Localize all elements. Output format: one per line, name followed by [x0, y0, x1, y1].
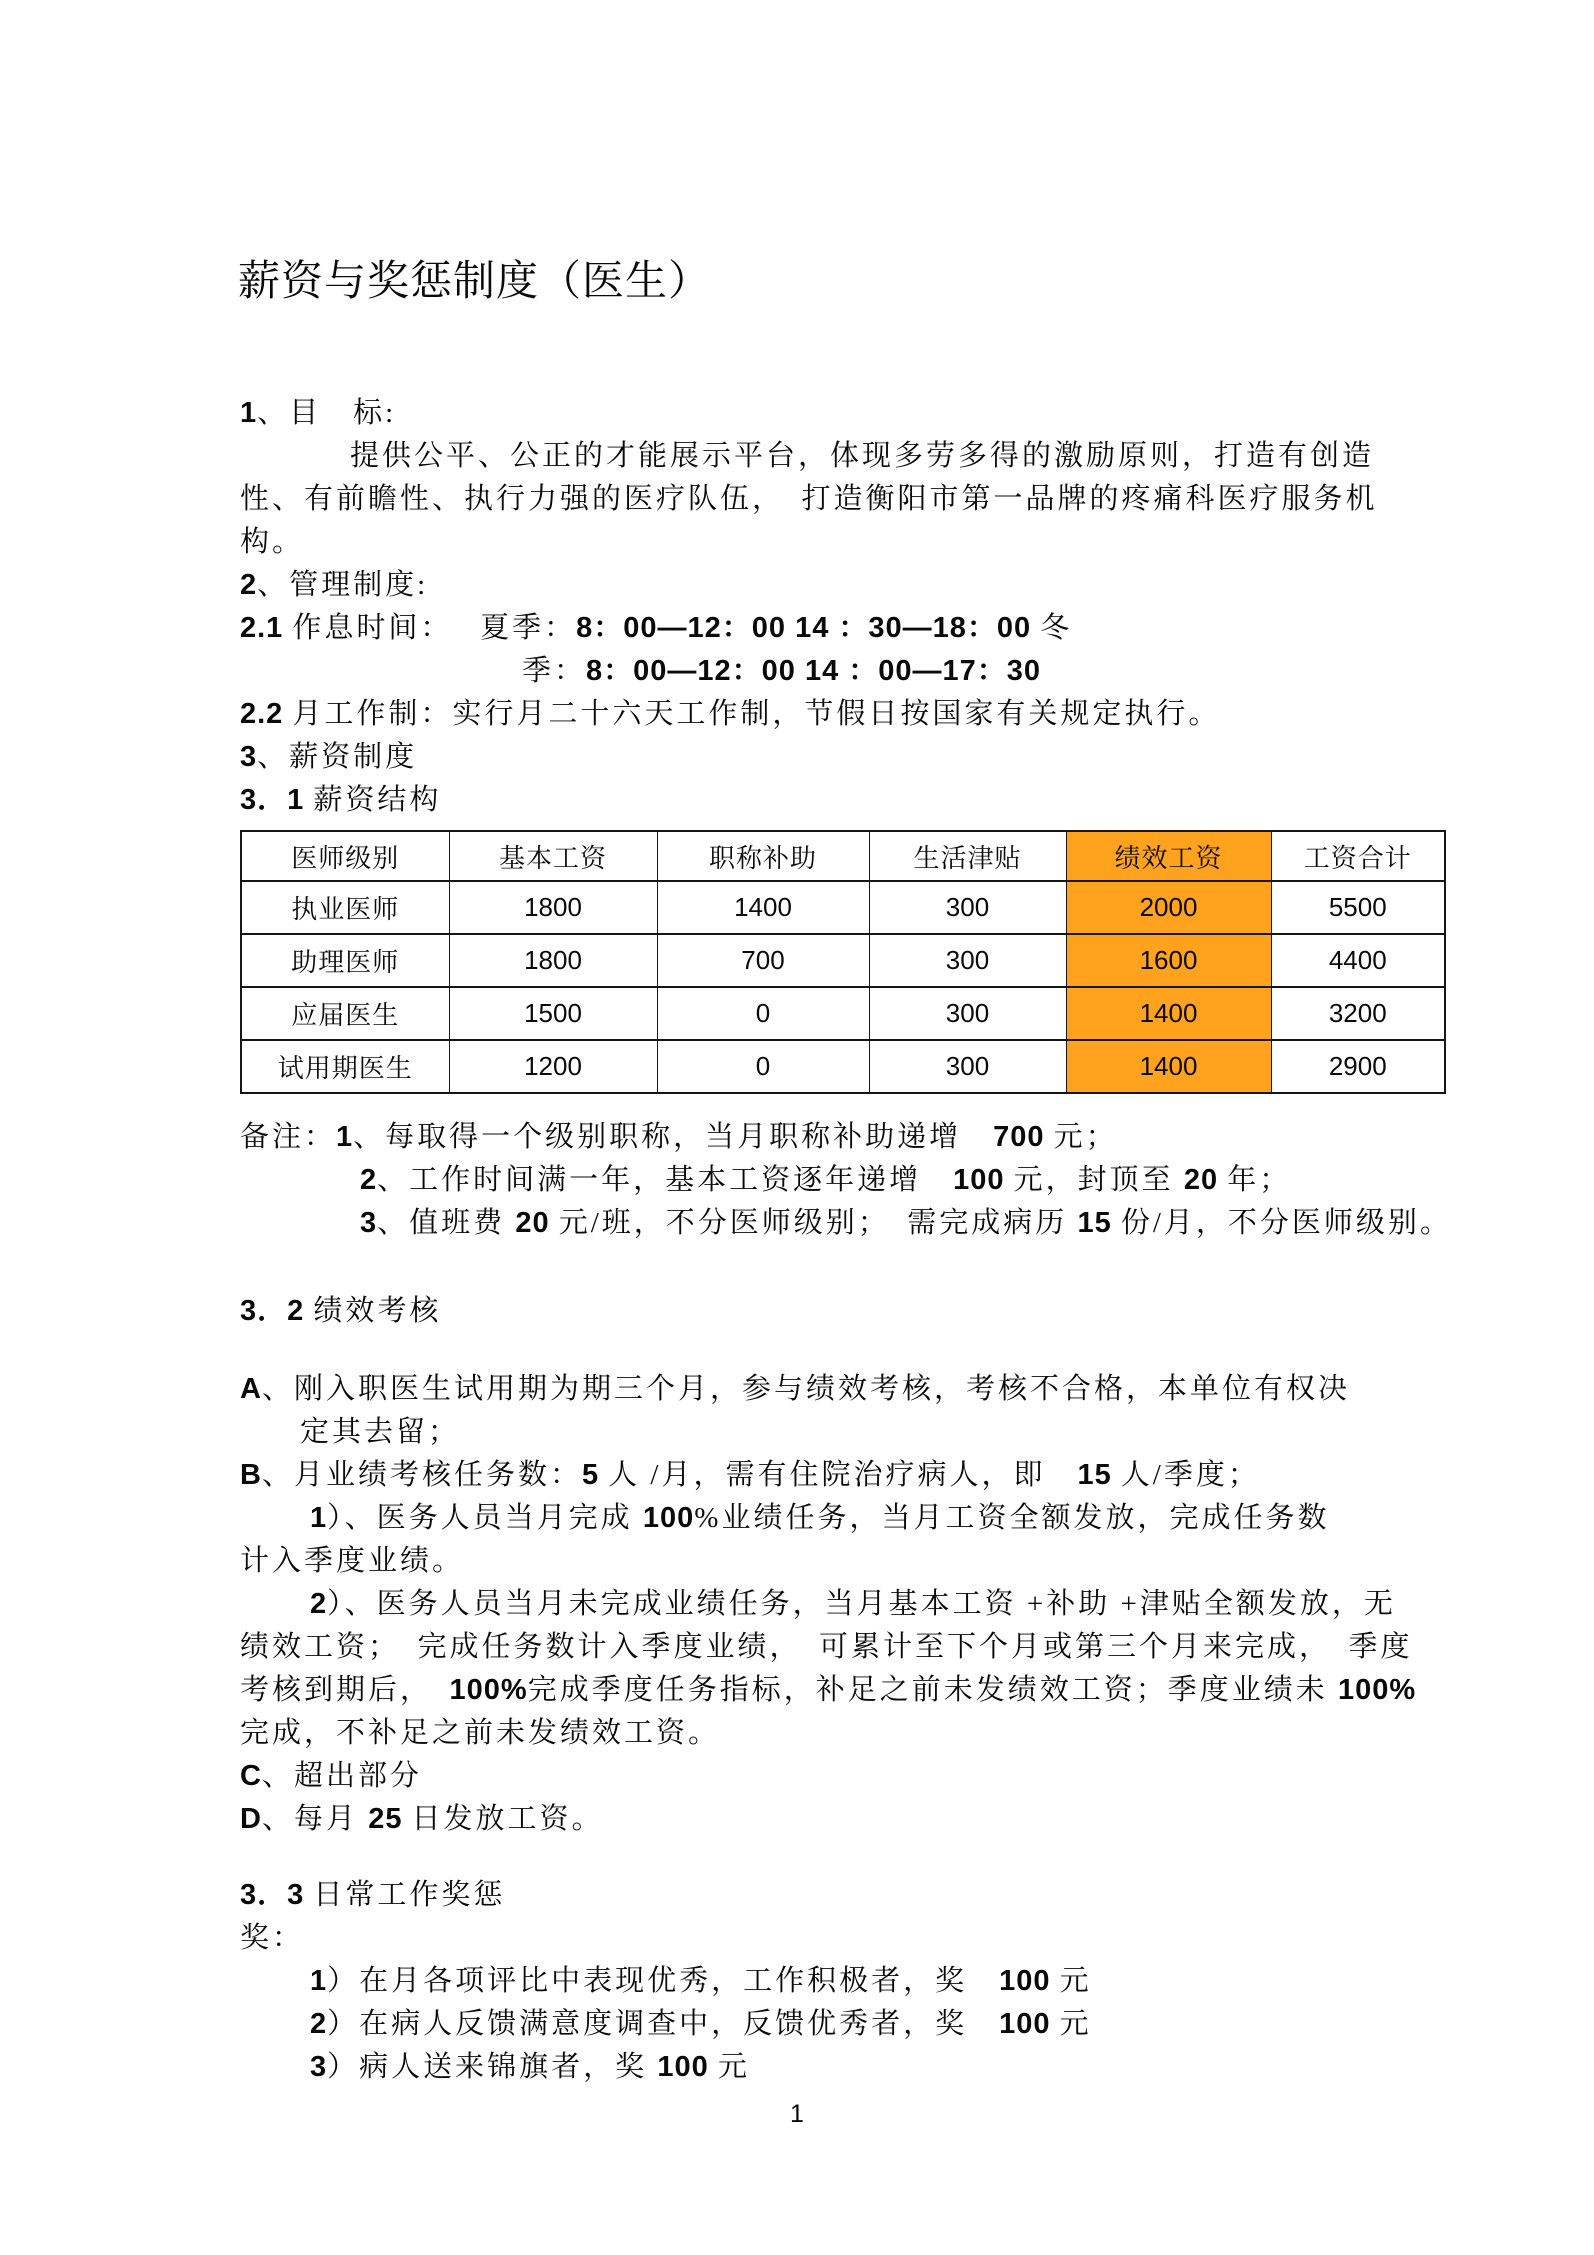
- salary-table-cell: 1400: [657, 881, 869, 934]
- numeric-text: 3: [240, 741, 258, 773]
- salary-table-cell: 300: [869, 987, 1066, 1040]
- item-2-1-work-hours: [240, 607, 1530, 650]
- salary-table: [240, 830, 1446, 1094]
- section-goal-and-management: [240, 392, 1530, 822]
- reward-label: [240, 1917, 1530, 1960]
- numeric-text: 2: [310, 2008, 328, 2040]
- salary-table-header-cell: 绩效工资: [1066, 831, 1271, 881]
- cjk-text: 冬: [1040, 612, 1073, 644]
- heading-1-goal: [240, 392, 1530, 435]
- cjk-text: 、工作时间满一年，基本工资逐年递增: [377, 1164, 954, 1196]
- remark-line-1: [240, 1116, 1530, 1159]
- cjk-text: 作息时间： 夏季：: [292, 612, 577, 644]
- cjk-text: 完成，不补足之前未发绩效工资。: [240, 1717, 721, 1749]
- item-b-sub-1-line-2: [240, 1540, 1530, 1583]
- numeric-text: 1: [310, 1502, 328, 1534]
- cjk-text: 薪资结构: [313, 784, 442, 816]
- salary-table-cell: 1400: [1066, 1040, 1271, 1093]
- cjk-text: 元；: [1053, 1121, 1118, 1153]
- salary-table-cell: 5500: [1271, 881, 1445, 934]
- item-a-line-1: [240, 1368, 1530, 1411]
- cjk-text: ）、医务人员当月完成: [327, 1502, 643, 1534]
- cjk-text: 提供公平、公正的才能展示平台，体现多劳多得的激励原则，打造有创造: [350, 440, 1375, 472]
- cjk-text: 性、有前瞻性、执行力强的医疗队伍， 打造衡阳市第一品牌的疼痛科医疗服务机: [240, 483, 1378, 515]
- salary-table-header-cell: 职称补助: [657, 831, 869, 881]
- salary-table-row: [241, 934, 1445, 987]
- salary-table-cell: 1500: [449, 987, 657, 1040]
- salary-table-cell: 1600: [1066, 934, 1271, 987]
- cjk-text: 、月业绩考核任务数：: [261, 1459, 582, 1491]
- cjk-text: 季：: [522, 655, 587, 687]
- cjk-text: 定其去留；: [300, 1416, 461, 1448]
- numeric-text: 20: [1183, 1164, 1228, 1196]
- cjk-text: ）在月各项评比中表现优秀，工作积极者，奖: [327, 1965, 1000, 1997]
- cjk-text: 绩效工资； 完成任务数计入季度业绩， 可累计至下个月或第三个月来完成， 季度: [240, 1631, 1413, 1663]
- salary-table-cell: 0: [657, 987, 869, 1040]
- heading-3-salary-system: [240, 736, 1530, 779]
- numeric-text: 1: [336, 1121, 354, 1153]
- salary-table-cell: 1800: [449, 881, 657, 934]
- salary-table-cell: 4400: [1271, 934, 1445, 987]
- numeric-text: 700: [993, 1121, 1054, 1153]
- salary-table-cell: 2900: [1271, 1040, 1445, 1093]
- document-body: [240, 392, 1530, 2089]
- heading-3-1-salary-structure: [240, 779, 1530, 822]
- item-2-1-work-hours-cont: [240, 650, 1530, 693]
- salary-table-cell: 试用期医生: [241, 1040, 449, 1093]
- cjk-text: 年；: [1227, 1164, 1292, 1196]
- numeric-text: 3．2: [240, 1295, 314, 1327]
- numeric-text: 3: [360, 1207, 378, 1239]
- cjk-text: 元: [1059, 1965, 1092, 1997]
- numeric-text: 3．1: [240, 784, 314, 816]
- numeric-text: A: [240, 1373, 262, 1405]
- cjk-text: ）病人送来锦旗者，奖: [327, 2051, 658, 2083]
- goal-paragraph-line-3: [240, 521, 1530, 564]
- cjk-text: 、管理制度:: [257, 569, 429, 601]
- numeric-text: 100%: [449, 1674, 528, 1706]
- numeric-text: 2: [360, 1164, 378, 1196]
- cjk-text: 元，封顶至: [1013, 1164, 1184, 1196]
- item-b-sub-1-line-1: [240, 1497, 1530, 1540]
- numeric-text: C: [240, 1760, 262, 1792]
- heading-2-management: [240, 564, 1530, 607]
- numeric-text: 2.1: [240, 612, 293, 644]
- numeric-text: 100%: [1337, 1674, 1417, 1706]
- reward-item-2: [240, 2003, 1530, 2046]
- salary-table-header-cell: 生活津贴: [869, 831, 1066, 881]
- salary-table-cell: 300: [869, 881, 1066, 934]
- cjk-text: 、值班费: [377, 1207, 516, 1239]
- numeric-text: 25: [368, 1803, 412, 1835]
- cjk-text: 日发放工资。: [411, 1803, 604, 1835]
- numeric-text: 2: [240, 569, 258, 601]
- item-b-sub-2-line-2: [240, 1626, 1530, 1669]
- cjk-text: 奖：: [240, 1922, 305, 1954]
- cjk-text: 、薪资制度: [257, 741, 418, 773]
- item-b: [240, 1454, 1530, 1497]
- numeric-text: B: [240, 1459, 262, 1491]
- heading-3-3-daily-rewards: [240, 1874, 1530, 1917]
- cjk-text: 月工作制：实行月二十六天工作制，节假日按国家有关规定执行。: [292, 698, 1221, 730]
- numeric-text: 2: [310, 1588, 328, 1620]
- item-a-line-2: [240, 1411, 1530, 1454]
- numeric-text: 100: [657, 2051, 718, 2083]
- cjk-text: 构。: [240, 526, 305, 558]
- salary-table-cell: 1800: [449, 934, 657, 987]
- numeric-text: 100: [953, 1164, 1014, 1196]
- salary-table-cell: 助理医师: [241, 934, 449, 987]
- salary-table-cell: 3200: [1271, 987, 1445, 1040]
- numeric-text: 2.2: [240, 698, 293, 730]
- numeric-text: 100: [999, 1965, 1060, 1997]
- cjk-text: 、目 标:: [257, 397, 397, 429]
- numeric-text: 15: [1077, 1459, 1121, 1491]
- cjk-text: 备注：: [240, 1121, 337, 1153]
- numeric-text: 8：00—12：00 14 ：00—17：30: [586, 655, 1042, 687]
- salary-table-cell: 300: [869, 1040, 1066, 1093]
- salary-table-cell: 0: [657, 1040, 869, 1093]
- cjk-text: 考核到期后，: [240, 1674, 450, 1706]
- salary-table-cell: 300: [869, 934, 1066, 987]
- cjk-text: 绩效考核: [313, 1295, 442, 1327]
- cjk-text: 元/班，不分医师级别； 需完成病历: [558, 1207, 1078, 1239]
- cjk-text: ）、医务人员当月未完成业绩任务，当月基本工资 +补助 +津贴全额发放，无: [327, 1588, 1396, 1620]
- item-d: [240, 1798, 1530, 1841]
- page-number: 1: [790, 2100, 804, 2128]
- item-b-sub-2-line-3: [240, 1669, 1530, 1712]
- cjk-text: %业绩任务，当月工资全额发放，完成任务数: [694, 1502, 1330, 1534]
- cjk-text: 人 /月，需有住院治疗病人，即: [608, 1459, 1078, 1491]
- salary-table-row: [241, 881, 1445, 934]
- numeric-text: 1: [240, 397, 258, 429]
- salary-table-cell: 1400: [1066, 987, 1271, 1040]
- salary-table-header-cell: 工资合计: [1271, 831, 1445, 881]
- reward-item-3: [240, 2046, 1530, 2089]
- salary-table-header-row: [241, 831, 1445, 881]
- numeric-text: 3．3: [240, 1879, 314, 1911]
- salary-table-cell: 1200: [449, 1040, 657, 1093]
- cjk-text: 、每取得一个级别职称，当月职称补助递增: [353, 1121, 994, 1153]
- cjk-text: 份/月，不分医师级别。: [1120, 1207, 1452, 1239]
- cjk-text: 元: [1059, 2008, 1092, 2040]
- salary-table-cell: 应届医生: [241, 987, 449, 1040]
- item-2-2-monthly-schedule: [240, 693, 1530, 736]
- remark-line-2: [240, 1159, 1530, 1202]
- cjk-text: 人/季度；: [1120, 1459, 1260, 1491]
- numeric-text: 8：00—12：00 14 ：30—18：00: [576, 612, 1041, 644]
- numeric-text: 5: [581, 1459, 609, 1491]
- salary-table-row: [241, 1040, 1445, 1093]
- item-c: [240, 1755, 1530, 1798]
- salary-table-cell: 执业医师: [241, 881, 449, 934]
- salary-table-cell: 700: [657, 934, 869, 987]
- cjk-text: 日常工作奖惩: [313, 1879, 506, 1911]
- salary-table-row: [241, 987, 1445, 1040]
- numeric-text: 3: [310, 2051, 328, 2083]
- cjk-text: 、每月: [261, 1803, 369, 1835]
- document-title: 薪资与奖惩制度（医生）: [238, 259, 712, 305]
- heading-3-2-performance: [240, 1290, 1530, 1333]
- cjk-text: 计入季度业绩。: [240, 1545, 465, 1577]
- reward-item-1: [240, 1960, 1530, 2003]
- cjk-text: 元: [717, 2051, 750, 2083]
- goal-paragraph-line-2: [240, 478, 1530, 521]
- cjk-text: ）在病人反馈满意度调查中，反馈优秀者，奖: [327, 2008, 1000, 2040]
- numeric-text: D: [240, 1803, 262, 1835]
- item-b-sub-2-line-1: [240, 1583, 1530, 1626]
- cjk-text: 、刚入职医生试用期为期三个月，参与绩效考核，考核不合格，本单位有权决: [261, 1373, 1350, 1405]
- cjk-text: 、超出部分: [261, 1760, 422, 1792]
- numeric-text: 20: [515, 1207, 559, 1239]
- remark-line-3: [240, 1202, 1530, 1245]
- salary-table-header-cell: 基本工资: [449, 831, 657, 881]
- numeric-text: 100: [999, 2008, 1060, 2040]
- cjk-text: 完成季度任务指标，补足之前未发绩效工资；季度业绩未: [527, 1674, 1338, 1706]
- goal-paragraph-line-1: [240, 435, 1530, 478]
- item-b-sub-2-line-4: [240, 1712, 1530, 1755]
- salary-table-cell: 2000: [1066, 881, 1271, 934]
- section-remarks-and-performance: [240, 1116, 1530, 2089]
- salary-table-header-cell: 医师级别: [241, 831, 449, 881]
- numeric-text: 1: [310, 1965, 328, 1997]
- numeric-text: 15: [1077, 1207, 1121, 1239]
- numeric-text: 100: [642, 1502, 695, 1534]
